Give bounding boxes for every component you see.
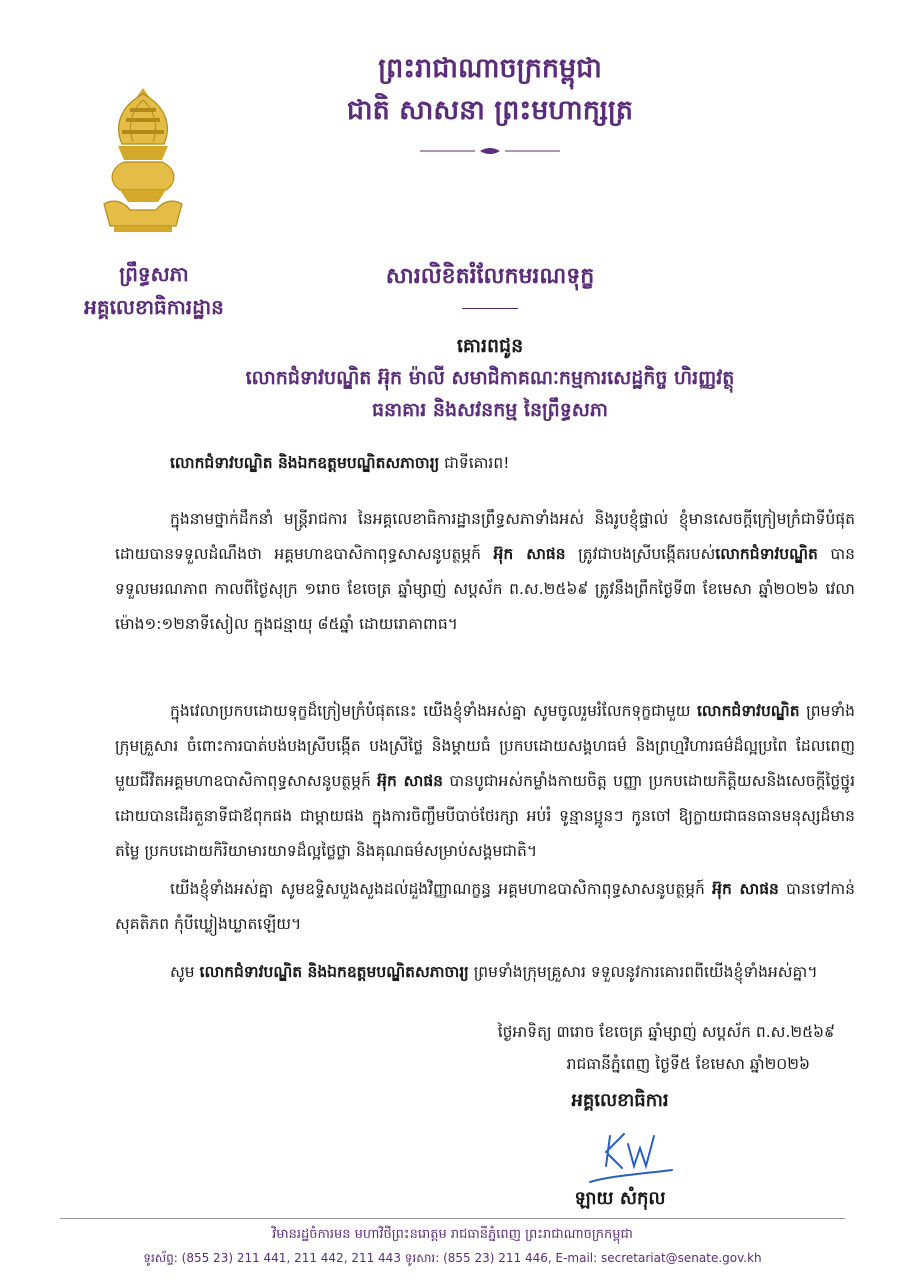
para2-name: អ៊ុក សាផន [377,772,444,790]
footer-address: វិមានរដ្ឋចំការមន មហាវិថីព្រះនរោត្តម រាជធានីភ្នំពេញ ព្រះរាជាណាចក្រកម្ពុជា [272,1227,633,1242]
para2-text-b: ព្រមទាំងក្រុមគ្រួសារ ចំពោះការបាត់បង់បងស្រីបង្កើត បងស្រីថ្លៃ និងម្តាយធំ ប្រកបដោយសង្គហធម៌ និងព្រហ្មវិហារធម៌ដ៏ល្អប្រពៃ ដែលពេញមួយជីវិតអគ្គមហាឧបាសិកាពុទ្ធសាសនូបត្ថម្ភក៍ [115,702,855,790]
para1-text-c: បានទទួលមរណភាព កាលពីថ្ងៃសុក្រ ១រោច ខែចេត្រ ឆ្នាំម្សាញ់ សប្តស័ក ព.ស.២៥៦៩ ត្រូវនឹងព្រឹកថ្ងៃទី៣ ខែមេសា ឆ្នាំ២០២៦ វេលាម៉ោង១:១២នាទីសៀល ក្នុងជន្មាយុ ៨៥ឆ្នាំ ដោយរោគាពាធ។ [115,545,856,633]
salutation [115,446,855,481]
senate-name: ព្រឹទ្ធសភា [119,262,189,286]
to-label: គោរពជូន [456,335,524,357]
salutation-addressees: លោកជំទាវបណ្ឌិត និងឯកឧត្តមបណ្ឌិតសភាចារ្យ [170,454,440,472]
signer-title: អគ្គលេខាធិការ [571,1090,669,1111]
signature-icon [580,1122,680,1192]
paragraph-4 [115,955,855,990]
date-place: រាជធានីភ្នំពេញ ថ្ងៃទី៥ ខែមេសា ឆ្នាំ២០២៦ [566,1055,810,1073]
para4-text-a: សូម [170,963,200,981]
title-divider [462,308,518,309]
date-lunar: ថ្ងៃអាទិត្យ ៣រោច ខែចេត្រ ឆ្នាំម្សាញ់ សប្តស័ក ព.ស.២៥៦៩ [497,1023,835,1041]
deceased-name: អ៊ុក សាផន [493,545,566,563]
footer-contact: ទូរស័ព្ទ: (855 23) 211 441, 211 442, 211 443 ទូរសារ: (855 23) 211 446, E-mail: secretariat@senate.gov.kh [143,1251,762,1265]
national-motto: ជាតិ សាសនា ព្រះមហាក្សត្រ [346,95,634,126]
recipient-line-2: ធនាគារ និងសវនកម្ម នៃព្រឹទ្ធសភា [372,399,608,421]
para3-text-b: បានទៅកាន់សុគតិភព កុំបីឃ្លៀងឃ្លាតឡើយ។ [115,880,855,933]
paragraph-2 [115,694,855,869]
ornament-divider [420,146,560,156]
para2-text-c: បានបូជាអស់កម្លាំងកាយចិត្ត បញ្ញា ប្រកបដោយកិត្តិយសនិងសេចក្តីថ្លៃថ្នូរ ដោយបានដើរតួនាទីជាឪពុកផង ជាម្តាយផង ក្នុងការចិញ្ចឹមបីបាច់ថែរក្សា អប់រំ ទូន្មានប្អូនៗ កូនចៅ ឱ្យក្លាយជាធនធានមនុស្សដ៏មានតម្លៃ ប្រកបដោយកិរិយាមារយាទដ៏ល្អថ្លៃថ្លា និងគុណធម៌សម្រាប់សង្គមជាតិ។ [115,772,855,860]
paragraph-1 [115,502,855,642]
department-name: អគ្គលេខាធិការដ្ឋាន [84,295,224,319]
para4-title: លោកជំទាវបណ្ឌិត និងឯកឧត្តមបណ្ឌិតសភាចារ្យ [199,963,469,981]
para3-name: អ៊ុក សាផន [712,880,779,898]
kingdom-title: ព្រះរាជាណាចក្រកម្ពុជា [378,53,602,84]
para2-title: លោកជំទាវបណ្ឌិត [697,702,800,720]
recipient-line-1: លោកជំទាវបណ្ឌិត អ៊ុក ម៉ាលី សមាជិកាគណៈកម្មការសេដ្ឋកិច្ច ហិរញ្ញវត្ថុ [245,367,735,389]
senate-emblem-icon [100,86,186,236]
para1-text-a: ក្នុងនាមថ្នាក់ដឹកនាំ មន្ត្រីរាជការ នៃអគ្គលេខាធិការដ្ឋានព្រឹទ្ធសភាទាំងអស់ និងរូបខ្ញុំផ្ទាល់ ខ្ញុំមានសេចក្តីក្រៀមក្រំជាទីបំផុតដោយបានទទួលដំណឹងថា អគ្គមហាឧបាសិកាពុទ្ធសាសនូបត្ថម្ភក៍ [115,510,855,563]
footer-divider [60,1218,845,1219]
para2-text-a: ក្នុងវេលាប្រកបដោយទុក្ខដ៏ក្រៀមក្រំបំផុតនេះ យើងខ្ញុំទាំងអស់គ្នា សូមចូលរួមរំលែកទុក្ខជាមួយ [170,702,697,720]
paragraph-3 [115,872,855,942]
para1-text-b: ត្រូវជាបងស្រីបង្កើតរបស់ [565,545,716,563]
document-title: សារលិខិតរំលែកមរណទុក្ខ [385,264,595,289]
salutation-rest: ជាទីគោរព! [439,454,510,472]
para4-text-b: ព្រមទាំងក្រុមគ្រួសារ ទទួលនូវការគោរពពីយើងខ្ញុំទាំងអស់គ្នា។ [468,963,818,981]
para3-text-a: យើងខ្ញុំទាំងអស់គ្នា សូមឧទ្ទិសបួងសួងដល់ដួងវិញ្ញាណក្ខន្ធ អគ្គមហាឧបាសិកាពុទ្ធសាសនូបត្ថម្ភក៍ [170,880,713,898]
para1-title: លោកជំទាវបណ្ឌិត [715,545,818,563]
signer-name: ឡាយ សំកុល [574,1188,666,1209]
